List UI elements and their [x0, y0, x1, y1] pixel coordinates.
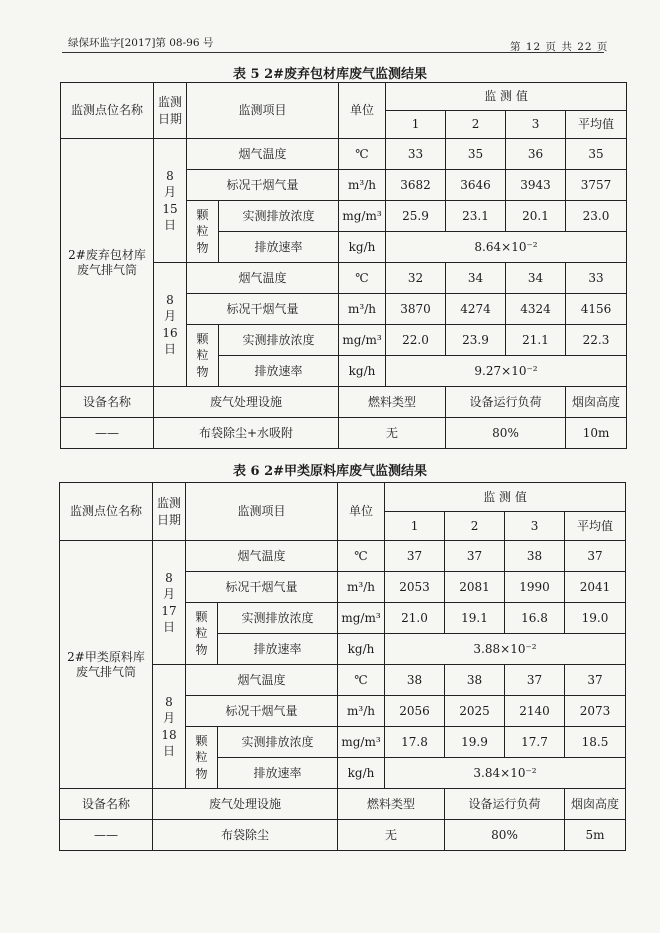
value-cell: 38	[505, 541, 565, 572]
item-emission-rate: 排放速率	[219, 356, 339, 387]
item-header: 监测项目	[187, 83, 339, 139]
equipment-name-value: ——	[60, 820, 153, 851]
unit-cell: mg/m³	[338, 603, 385, 634]
average-header: 平均值	[566, 111, 627, 139]
item-concentration: 实测排放浓度	[218, 603, 338, 634]
equipment-load-header: 设备运行负荷	[446, 387, 566, 418]
value-cell: 25.9	[386, 201, 446, 232]
value-cell: 4156	[566, 294, 627, 325]
equipment-name-value: ——	[61, 418, 154, 449]
value-cell: 19.0	[565, 603, 626, 634]
item-temperature: 烟气温度	[186, 665, 338, 696]
value-cell: 3646	[446, 170, 506, 201]
table-5-caption: 表 5 2#废弃包材库废气监测结果	[232, 67, 428, 82]
value-cell: 3682	[386, 170, 446, 201]
item-concentration: 实测排放浓度	[219, 325, 339, 356]
values-header: 监 测 值	[386, 83, 627, 111]
value-cell: 21.1	[506, 325, 566, 356]
value-cell: 37	[565, 665, 626, 696]
value-cell: 1990	[505, 572, 565, 603]
unit-cell: kg/h	[338, 758, 385, 789]
monitoring-table	[60, 82, 627, 449]
equipment-fuel-header: 燃料类型	[338, 789, 445, 820]
equipment-name-header: 设备名称	[60, 789, 153, 820]
value-cell: 20.1	[506, 201, 566, 232]
item-temperature: 烟气温度	[187, 263, 339, 294]
value-cell: 17.8	[385, 727, 445, 758]
unit-cell: mg/m³	[339, 325, 386, 356]
value-cell: 16.8	[505, 603, 565, 634]
value-cell: 3757	[566, 170, 627, 201]
equipment-load-value: 80%	[446, 418, 566, 449]
date-header: 监测 日期	[153, 483, 186, 541]
value-cell: 37	[445, 541, 505, 572]
item-concentration: 实测排放浓度	[218, 727, 338, 758]
unit-cell: m³/h	[338, 696, 385, 727]
value-cell: 37	[385, 541, 445, 572]
values-header: 监 测 值	[385, 483, 626, 512]
value-cell: 18.5	[565, 727, 626, 758]
emission-rate-value: 8.64×10⁻²	[386, 232, 627, 263]
value-cell: 37	[565, 541, 626, 572]
equipment-fuel-value: 无	[338, 820, 445, 851]
equipment-facility-header: 废气处理设施	[154, 387, 339, 418]
unit-cell: ℃	[339, 263, 386, 294]
equipment-fuel-value: 无	[339, 418, 446, 449]
equipment-height-header: 烟囱高度	[566, 387, 627, 418]
value-cell: 23.1	[446, 201, 506, 232]
location-cell: 2#废弃包材库废气排气筒	[61, 139, 154, 387]
unit-cell: m³/h	[339, 170, 386, 201]
value-cell: 23.9	[446, 325, 506, 356]
equipment-fuel-header: 燃料类型	[339, 387, 446, 418]
equipment-facility-value: 布袋除尘+水吸附	[154, 418, 339, 449]
particulate-label: 颗 粒 物	[187, 325, 219, 387]
value-cell: 34	[446, 263, 506, 294]
equipment-name-header: 设备名称	[61, 387, 154, 418]
value-cell: 36	[506, 139, 566, 170]
value-cell: 2056	[385, 696, 445, 727]
equipment-load-header: 设备运行负荷	[445, 789, 565, 820]
value-cell: 2081	[445, 572, 505, 603]
value-cell: 22.0	[386, 325, 446, 356]
header-rule	[62, 52, 604, 53]
unit-cell: ℃	[338, 665, 385, 696]
value-cell: 37	[505, 665, 565, 696]
value-cell: 2053	[385, 572, 445, 603]
emission-rate-value: 9.27×10⁻²	[386, 356, 627, 387]
run-1-header: 1	[385, 512, 445, 541]
particulate-label: 颗 粒 物	[186, 603, 218, 665]
item-flow: 标况干烟气量	[187, 170, 339, 201]
value-cell: 2140	[505, 696, 565, 727]
value-cell: 38	[445, 665, 505, 696]
value-cell: 21.0	[385, 603, 445, 634]
value-cell: 32	[386, 263, 446, 294]
particulate-label: 颗 粒 物	[186, 727, 218, 789]
unit-cell: m³/h	[338, 572, 385, 603]
location-header: 监测点位名称	[60, 483, 153, 541]
date-cell: 8 月 18 日	[153, 665, 186, 789]
value-cell: 2025	[445, 696, 505, 727]
unit-cell: m³/h	[339, 294, 386, 325]
date-cell: 8 月 17 日	[153, 541, 186, 665]
run-2-header: 2	[446, 111, 506, 139]
value-cell: 19.1	[445, 603, 505, 634]
item-temperature: 烟气温度	[187, 139, 339, 170]
equipment-height-value: 10m	[566, 418, 627, 449]
unit-cell: kg/h	[339, 356, 386, 387]
value-cell: 33	[386, 139, 446, 170]
equipment-height-value: 5m	[565, 820, 626, 851]
item-flow: 标况干烟气量	[186, 572, 338, 603]
item-flow: 标况干烟气量	[186, 696, 338, 727]
value-cell: 35	[566, 139, 627, 170]
value-cell: 35	[446, 139, 506, 170]
value-cell: 3943	[506, 170, 566, 201]
item-concentration: 实测排放浓度	[219, 201, 339, 232]
equipment-load-value: 80%	[445, 820, 565, 851]
report-number: 绿保环监字[2017]第 08-96 号	[68, 37, 214, 49]
unit-cell: kg/h	[339, 232, 386, 263]
unit-header: 单位	[338, 483, 385, 541]
value-cell: 4324	[506, 294, 566, 325]
item-flow: 标况干烟气量	[187, 294, 339, 325]
run-2-header: 2	[445, 512, 505, 541]
item-temperature: 烟气温度	[186, 541, 338, 572]
emission-rate-value: 3.84×10⁻²	[385, 758, 626, 789]
location-cell: 2#甲类原料库废气排气筒	[60, 541, 153, 789]
equipment-height-header: 烟囱高度	[565, 789, 626, 820]
average-header: 平均值	[565, 512, 626, 541]
table-6-caption: 表 6 2#甲类原料库废气监测结果	[232, 464, 428, 479]
unit-cell: kg/h	[338, 634, 385, 665]
value-cell: 34	[506, 263, 566, 294]
value-cell: 17.7	[505, 727, 565, 758]
item-header: 监测项目	[186, 483, 338, 541]
value-cell: 38	[385, 665, 445, 696]
monitoring-table	[59, 482, 626, 851]
unit-cell: mg/m³	[338, 727, 385, 758]
page-indicator: 第 12 页 共 22 页	[510, 41, 609, 53]
particulate-label: 颗 粒 物	[187, 201, 219, 263]
value-cell: 2041	[565, 572, 626, 603]
equipment-facility-value: 布袋除尘	[153, 820, 338, 851]
date-header: 监测 日期	[154, 83, 187, 139]
value-cell: 4274	[446, 294, 506, 325]
date-cell: 8 月 16 日	[154, 263, 187, 387]
run-3-header: 3	[506, 111, 566, 139]
item-emission-rate: 排放速率	[218, 634, 338, 665]
value-cell: 19.9	[445, 727, 505, 758]
date-cell: 8 月 15 日	[154, 139, 187, 263]
value-cell: 22.3	[566, 325, 627, 356]
value-cell: 33	[566, 263, 627, 294]
run-3-header: 3	[505, 512, 565, 541]
location-header: 监测点位名称	[61, 83, 154, 139]
equipment-facility-header: 废气处理设施	[153, 789, 338, 820]
item-emission-rate: 排放速率	[219, 232, 339, 263]
unit-cell: mg/m³	[339, 201, 386, 232]
run-1-header: 1	[386, 111, 446, 139]
unit-cell: ℃	[338, 541, 385, 572]
unit-header: 单位	[339, 83, 386, 139]
emission-rate-value: 3.88×10⁻²	[385, 634, 626, 665]
value-cell: 23.0	[566, 201, 627, 232]
unit-cell: ℃	[339, 139, 386, 170]
item-emission-rate: 排放速率	[218, 758, 338, 789]
value-cell: 2073	[565, 696, 626, 727]
value-cell: 3870	[386, 294, 446, 325]
